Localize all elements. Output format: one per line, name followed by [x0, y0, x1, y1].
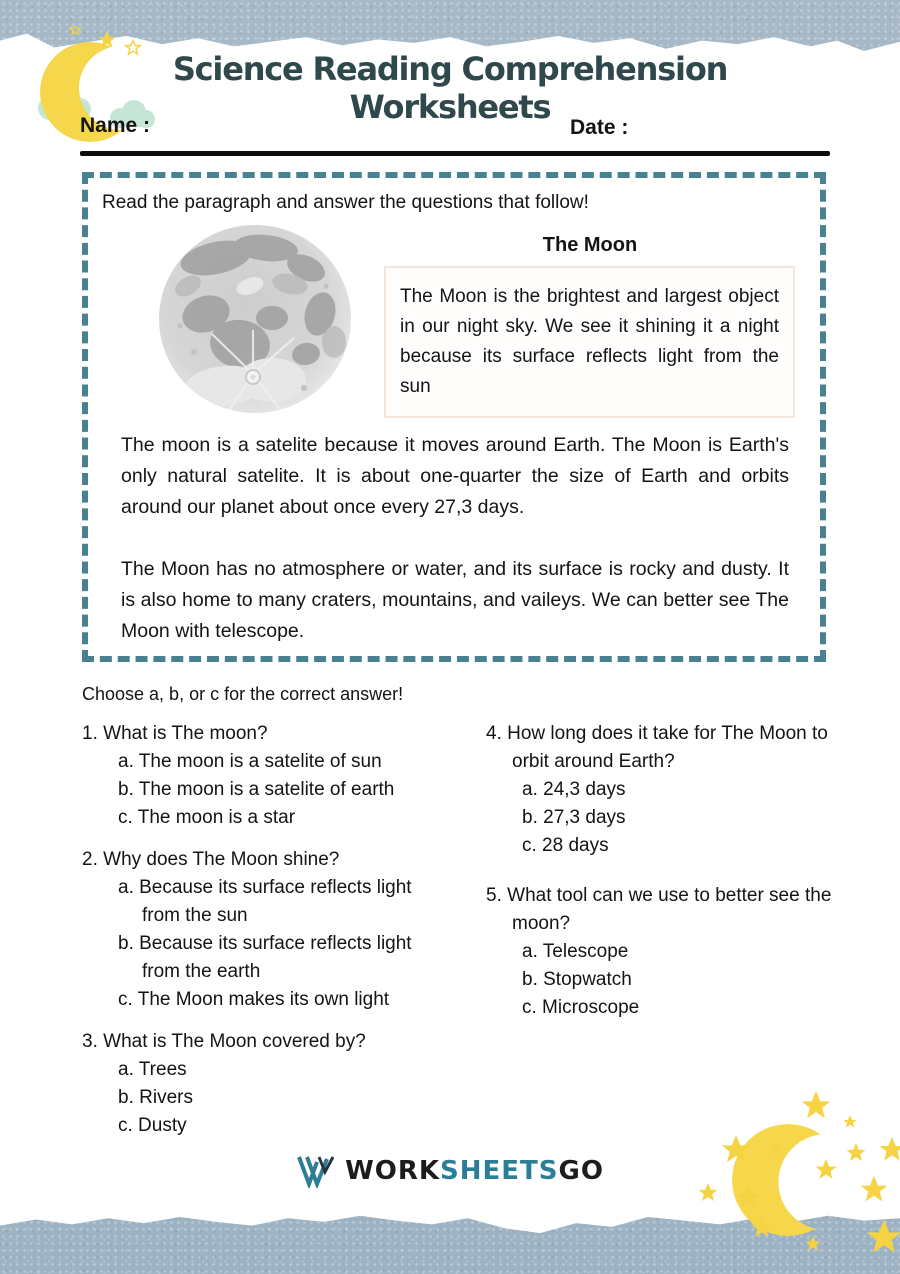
- question-text: [82, 1028, 430, 1056]
- question-5: [486, 882, 842, 1022]
- question-2: [82, 846, 430, 1014]
- name-label: Name :: [80, 114, 151, 137]
- logo-part-go: GO: [558, 1156, 604, 1186]
- logo-wordmark: [345, 1156, 604, 1186]
- question-label: Why does The Moon shine?: [103, 849, 340, 870]
- intro-paragraph-box: [384, 266, 795, 418]
- passage-instruction: Read the paragraph and answer the questions that follow!: [102, 192, 589, 213]
- question-1: [82, 720, 430, 832]
- question-label: What is The Moon covered by?: [103, 1031, 366, 1052]
- crescent-moon-stars-icon: [678, 1078, 900, 1274]
- quiz-column-right: [486, 720, 842, 1036]
- question-text: [486, 720, 842, 776]
- question-text: [82, 720, 430, 748]
- logo-part-sheets: SHEETS: [440, 1156, 559, 1186]
- option-b: b. 27,3 days: [522, 807, 626, 828]
- option-a: a. Because its surface reflects light from the sun: [118, 877, 412, 926]
- question-label: What is The moon?: [103, 723, 268, 744]
- question-number: 1.: [82, 723, 98, 744]
- question-number: 5.: [486, 885, 502, 906]
- question-3: [82, 1028, 430, 1140]
- quiz-column-left: [82, 720, 430, 1154]
- passage-heading: The Moon: [542, 234, 638, 256]
- option-c: c. 28 days: [522, 835, 609, 856]
- option-b: b. Stopwatch: [522, 969, 632, 990]
- question-label: What tool can we use to better see the moon?: [507, 885, 832, 934]
- passage-paragraph-2: The moon is a satelite because it moves around Earth. The Moon is Earth's only natural satelite. It is about one-quarter the size of Earth and orbits around our planet about once every 27,3 days.: [121, 434, 789, 518]
- option-c: c. The moon is a star: [118, 807, 296, 828]
- crescent-moon-icon: [722, 1114, 855, 1247]
- question-number: 4.: [486, 723, 502, 744]
- full-moon-image: [154, 222, 356, 416]
- header-divider-line: [80, 151, 830, 156]
- option-b: b. Because its surface reflects light from the earth: [118, 933, 412, 982]
- option-a: a. The moon is a satelite of sun: [118, 751, 382, 772]
- option-b: b. Rivers: [118, 1087, 193, 1108]
- option-b: b. The moon is a satelite of earth: [118, 779, 395, 800]
- worksheetsgo-w-icon: [296, 1154, 336, 1188]
- passage-paragraph-3: The Moon has no atmosphere or water, and its surface is rocky and dusty. It is also home to many craters, mountains, and vaileys. We can better see The Moon with telescope.: [121, 558, 789, 642]
- option-c: c. Dusty: [118, 1115, 187, 1136]
- question-text: [82, 846, 430, 874]
- star-outline-icon: [70, 26, 80, 34]
- option-a: a. Trees: [118, 1059, 187, 1080]
- question-number: 3.: [82, 1031, 98, 1052]
- question-4: [486, 720, 842, 860]
- option-a: a. 24,3 days: [522, 779, 626, 800]
- option-c: c. Microscope: [522, 997, 640, 1018]
- option-c: c. The Moon makes its own light: [118, 989, 390, 1010]
- option-a: a. Telescope: [522, 941, 629, 962]
- question-text: [486, 882, 842, 938]
- question-label: How long does it take for The Moon to orbit around Earth?: [507, 723, 828, 772]
- logo-part-work: WORK: [345, 1156, 441, 1186]
- intro-paragraph: The Moon is the brightest and largest object in our night sky. We see it shining it a night because its surface reflects light from the sun: [400, 286, 779, 397]
- name-date-row: [0, 114, 900, 144]
- reading-passage-box: [82, 172, 826, 662]
- date-label: Date :: [570, 116, 629, 139]
- quiz-instruction: Choose a, b, or c for the correct answer!: [82, 684, 404, 704]
- question-number: 2.: [82, 849, 98, 870]
- page-title: Science Reading Comprehension Worksheets: [172, 50, 728, 126]
